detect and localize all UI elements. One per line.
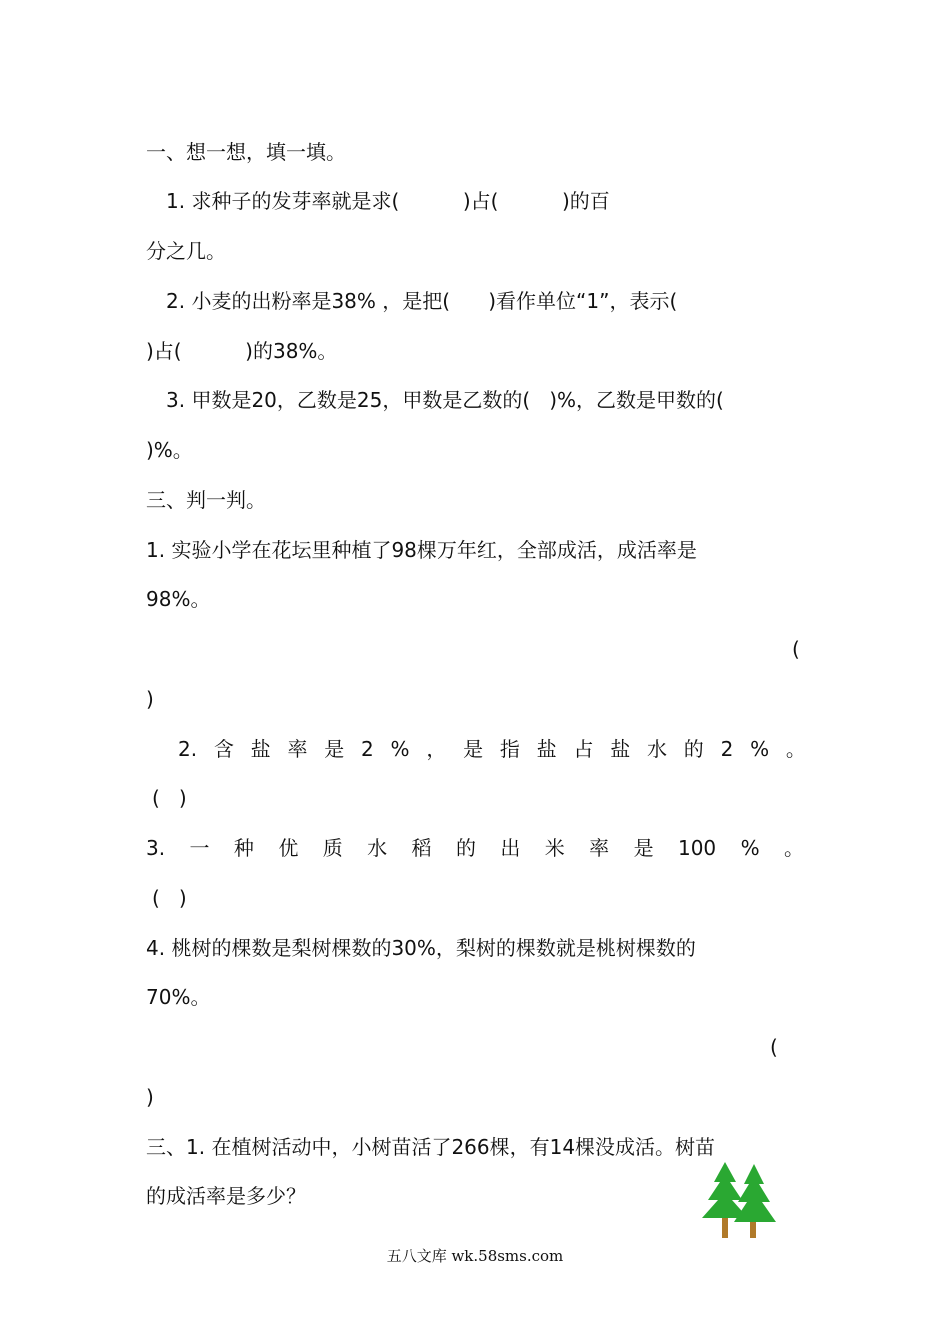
q1-3-line1: 3. 甲数是20，乙数是25，甲数是乙数的( )%，乙数是甲数的(: [166, 388, 724, 412]
q2-2-char: 。: [785, 737, 806, 761]
q2-2-char: 2: [720, 737, 734, 761]
q2-3-char: 是: [633, 836, 654, 860]
q2-2-char: 的: [683, 737, 704, 761]
q2-1-answer-close: ): [146, 687, 154, 711]
q2-4-answer-open: (: [770, 1035, 778, 1059]
q2-4-line1: 4. 桃树的棵数是梨树棵数的30%，梨树的棵数就是桃树棵数的: [146, 936, 696, 960]
q2-2-line1: [178, 735, 806, 763]
q1-2-line1: 2. 小麦的出粉率是38% ，是把( )看作单位“1”，表示(: [166, 289, 678, 313]
q1-2-line2: )占( )的38%。: [146, 339, 338, 363]
q2-3-char: 质: [322, 836, 343, 860]
q2-3-char: 。: [783, 836, 804, 860]
q2-3-answer: ( ): [152, 886, 187, 910]
q2-2-char: 2.: [178, 737, 198, 761]
q2-4-answer-close: ): [146, 1085, 154, 1109]
q1-3-line2: )%。: [146, 438, 193, 462]
q2-1-line2: 98%。: [146, 587, 211, 611]
q2-3-char: %: [740, 836, 760, 860]
section-1-title: 一、想一想，填一填。: [146, 140, 346, 164]
q3-1-line1: 三、1. 在植树活动中，小树苗活了266棵，有14棵没成活。树苗: [146, 1135, 716, 1159]
q2-2-char: %: [390, 737, 410, 761]
q2-3-line1: [146, 834, 804, 862]
q1-1-line2: 分之几。: [146, 239, 226, 263]
q2-2-char: ，: [426, 737, 447, 761]
q1-1-line1: 1. 求种子的发芽率就是求( )占( )的百: [166, 189, 610, 213]
q2-2-char: 含: [213, 737, 234, 761]
q2-3-char: 3.: [146, 836, 166, 860]
q2-3-char: 种: [233, 836, 254, 860]
q2-3-char: 率: [589, 836, 610, 860]
trees-icon: [700, 1160, 780, 1240]
q2-2-char: 指: [499, 737, 520, 761]
q2-2-char: 盐: [610, 737, 631, 761]
q2-3-char: 一: [189, 836, 210, 860]
section-2-title: 三、判一判。: [146, 488, 266, 512]
q2-3-char: 优: [278, 836, 299, 860]
q2-3-char: 稻: [411, 836, 432, 860]
q2-3-char: 米: [544, 836, 565, 860]
q2-2-char: 盐: [536, 737, 557, 761]
footer-watermark: 五八文库 wk.58sms.com: [386, 1247, 564, 1265]
q2-1-answer-open: (: [792, 637, 800, 661]
q2-1-line1: 1. 实验小学在花坛里种植了98棵万年红，全部成活，成活率是: [146, 538, 697, 562]
q2-3-char: 的: [455, 836, 476, 860]
tree-right: [734, 1164, 776, 1222]
q3-1-line2: 的成活率是多少？: [146, 1184, 306, 1208]
q2-3-char: 出: [500, 836, 521, 860]
q2-2-char: 是: [324, 737, 345, 761]
q2-2-char: 率: [287, 737, 308, 761]
q2-3-char: 100: [677, 836, 717, 860]
q2-2-char: 水: [647, 737, 667, 761]
q2-2-char: %: [750, 737, 770, 761]
q2-3-char: 水: [367, 836, 388, 860]
q2-2-answer: ( ): [152, 786, 187, 810]
tree-left: [702, 1162, 748, 1218]
q2-2-char: 盐: [250, 737, 271, 761]
q2-4-line2: 70%。: [146, 985, 211, 1009]
q2-2-char: 是: [463, 737, 484, 761]
q2-2-char: 占: [573, 737, 594, 761]
q2-2-char: 2: [361, 737, 374, 761]
